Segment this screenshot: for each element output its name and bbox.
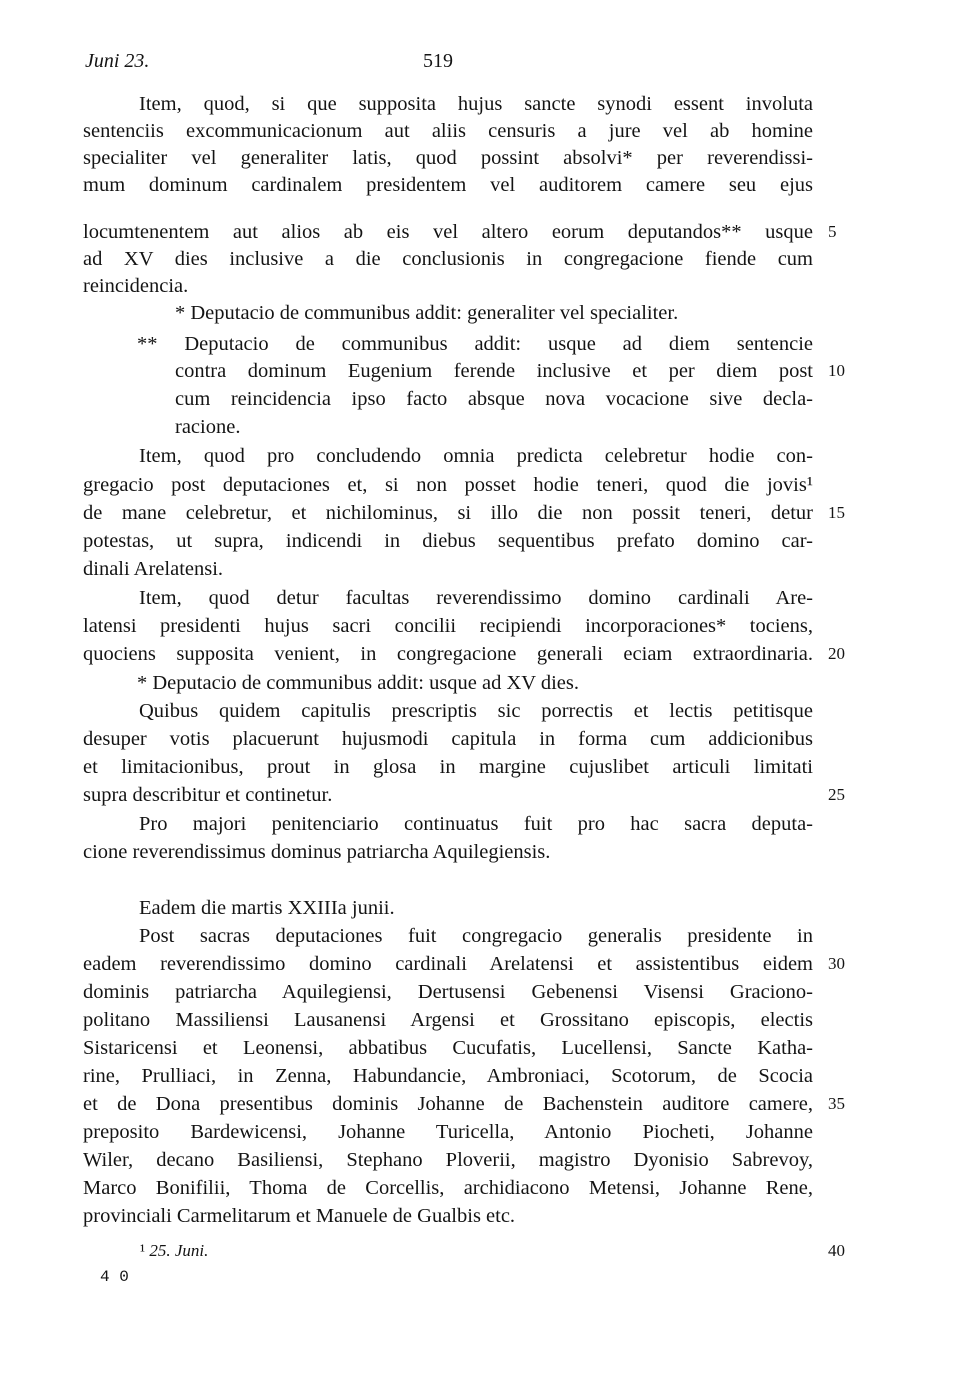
text-line: locumtenentem aut alios ab eis vel altero eorum deputandos** usque — [83, 221, 813, 243]
text-line: Item, quod detur facultas reverendissimo domino cardinali Are- — [139, 587, 813, 609]
text-line: gregacio post deputaciones et, si non posset hodie teneri, quod die jovis¹ — [83, 474, 813, 496]
text-line: Quibus quidem capitulis prescriptis sic porrectis et lectis petitisque — [139, 700, 813, 722]
text-line: cione reverendissimus dominus patriarcha Aquilegiensis. — [83, 841, 551, 863]
text-line: Item, quod pro concludendo omnia predicta celebretur hodie con- — [139, 445, 813, 467]
gloss-line: racione. — [175, 416, 241, 438]
text-line: mum dominum cardinalem presidentem vel auditorem camere seu ejus — [83, 174, 813, 196]
line-number: 20 — [828, 644, 845, 663]
text-line: provinciali Carmelitarum et Manuele de Gualbis etc. — [83, 1205, 516, 1227]
text-line: Pro majori penitenciario continuatus fuit pro hac sacra deputa- — [139, 813, 813, 835]
text-line: dinali Arelatensi. — [83, 558, 224, 580]
signature-mark: 4 0 — [100, 1268, 129, 1286]
text-line: eadem reverendissimo domino cardinali Arelatensi et assistentibus eidem — [83, 953, 813, 975]
text-line: et de Dona presentibus dominis Johanne de Bachenstein auditore camere, — [83, 1093, 813, 1115]
text-line: Marco Bonifilii, Thoma de Corcellis, archidiacono Metensi, Johanne Rene, — [83, 1177, 813, 1199]
text-line: specialiter vel generaliter latis, quod possint absolvi* per reverendissi- — [83, 147, 813, 169]
line-number: 25 — [828, 785, 845, 804]
text-line: supra describitur et continetur. — [83, 784, 333, 806]
gloss-line: ** Deputacio de communibus addit: usque ad diem sentencie — [137, 333, 813, 355]
text-line: desuper votis placuerunt hujusmodi capitula in forma cum addicionibus — [83, 728, 813, 750]
text-line: rine, Prulliaci, in Zenna, Habundancie, Ambroniaci, Scotorum, de Scocia — [83, 1065, 813, 1087]
gloss-line: contra dominum Eugenium ferende inclusive et per diem post — [175, 360, 813, 382]
text-line: de mane celebretur, et nichilominus, si illo die non possit teneri, detur — [83, 502, 813, 524]
gloss-line: * Deputacio de communibus addit: usque ad XV dies. — [137, 672, 580, 694]
line-number: 40 — [828, 1241, 845, 1260]
line-number: 15 — [828, 503, 845, 522]
text-line: Sistaricensi et Leonensi, abbatibus Cucufatis, Lucellensi, Sancte Katha- — [83, 1037, 813, 1059]
page-number: 519 — [423, 50, 453, 72]
text-line: dominis patriarcha Aquilegiensi, Dertusensi Gebenensi Visensi Graciono- — [83, 981, 813, 1003]
text-line: ad XV dies inclusive a die conclusionis in congregacione fiende cum — [83, 248, 813, 270]
running-head: Juni 23. — [85, 50, 150, 72]
text-line: preposito Bardewicensi, Johanne Turicella, Antonio Piocheti, Johanne — [83, 1121, 813, 1143]
text-line: reincidencia. — [83, 275, 189, 297]
footnote — [140, 1241, 208, 1261]
text-line: Item, quod, si que supposita hujus sancte synodi essent involuta — [139, 93, 813, 115]
line-number: 10 — [828, 361, 845, 380]
text-line: sentenciis excommunicacionum aut aliis censuris a jure vel ab homine — [83, 120, 813, 142]
footnote-mark: ¹ — [140, 1241, 146, 1260]
footnote-text: 25. Juni. — [149, 1241, 209, 1260]
line-number: 35 — [828, 1094, 845, 1113]
gloss-line: * Deputacio de communibus addit: generaliter vel specialiter. — [175, 302, 679, 324]
text-line: Wiler, decano Basiliensi, Stephano Ploverii, magistro Dyonisio Sabrevoy, — [83, 1149, 813, 1171]
line-number: 5 — [828, 222, 837, 241]
text-line: Eadem die martis XXIIIa junii. — [139, 897, 395, 919]
text-line: latensi presidenti hujus sacri concilii recipiendi incorporaciones* tociens, — [83, 615, 813, 637]
text-line: quociens supposita venient, in congregacione generali eciam extraordinaria. — [83, 643, 813, 665]
text-line: Post sacras deputaciones fuit congregacio generalis presidente in — [139, 925, 813, 947]
text-line: politano Massiliensi Lausanensi Argensi et Grossitano episcopis, electis — [83, 1009, 813, 1031]
text-line: potestas, ut supra, indicendi in diebus sequentibus prefato domino car- — [83, 530, 813, 552]
text-line: et limitacionibus, prout in glosa in margine cujuslibet articuli limitati — [83, 756, 813, 778]
line-number: 30 — [828, 954, 845, 973]
gloss-line: cum reincidencia ipso facto absque nova vocacione sive decla- — [175, 388, 813, 410]
